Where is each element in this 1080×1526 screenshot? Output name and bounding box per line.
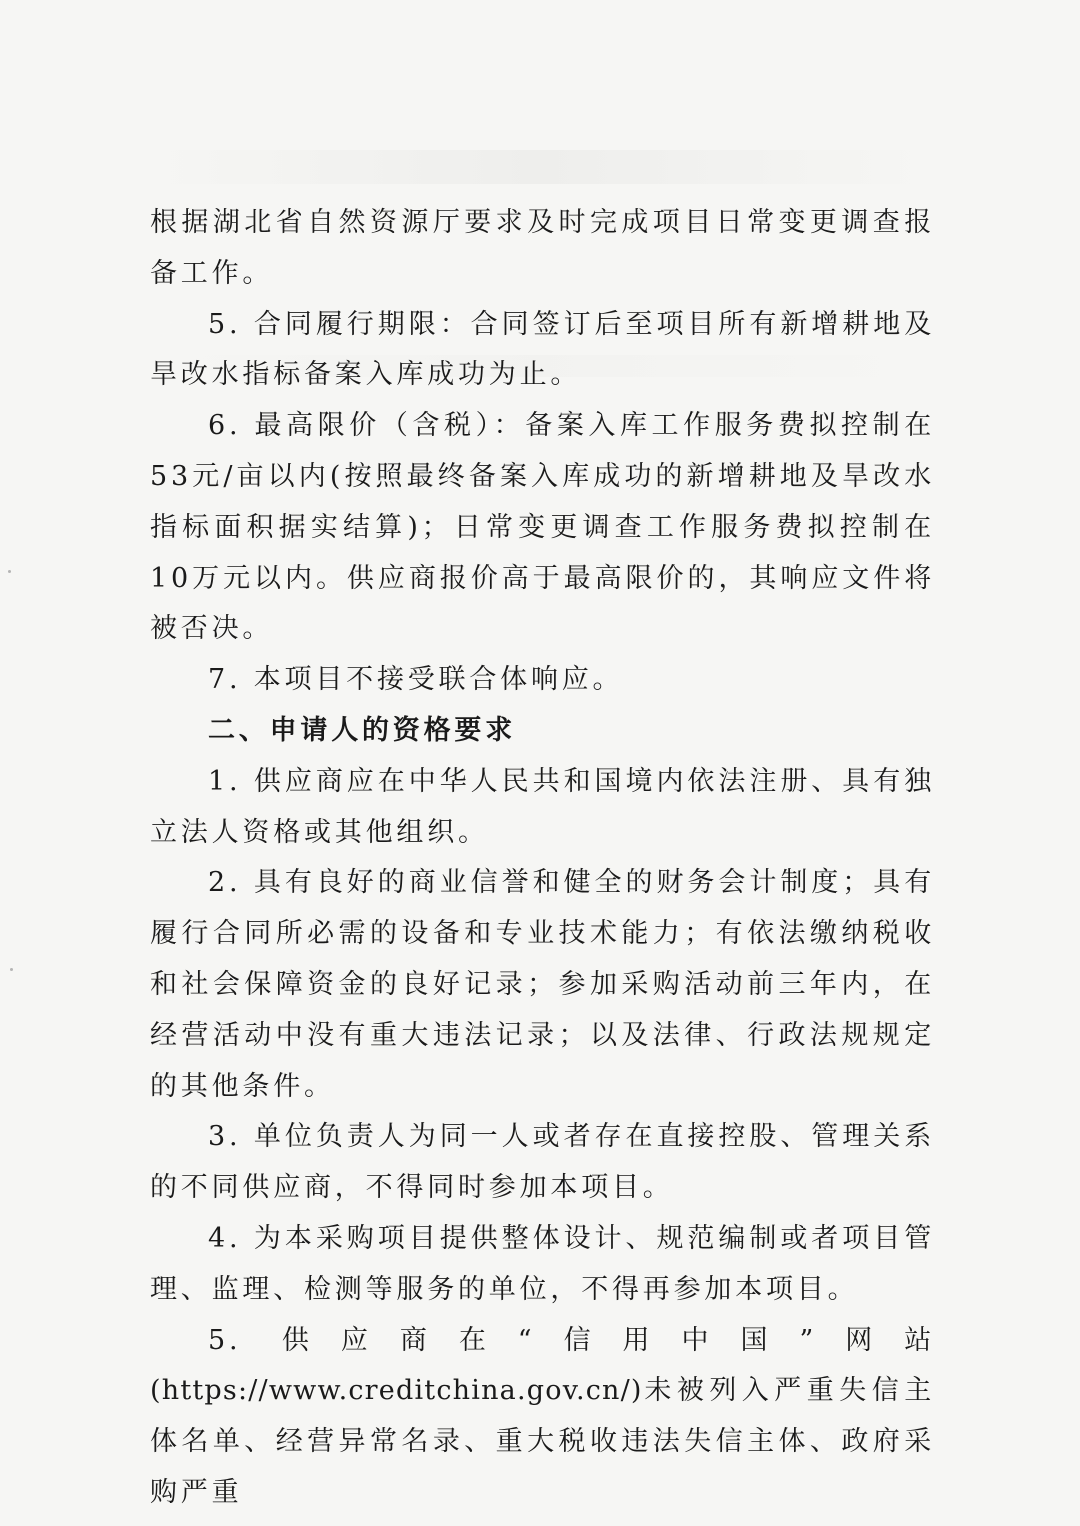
paragraph-qualification-5-body	[150, 1366, 935, 1518]
paragraph-qualification-1: 1. 供应商应在中华人民共和国境内依法注册、具有独立法人资格或其他组织。	[150, 765, 935, 848]
document-body	[150, 198, 935, 1519]
scan-artifact-band	[145, 150, 935, 184]
paragraph-max-price: 6. 最高限价（含税）：备案入库工作服务费拟控制在53元/亩以内(按照最终备案入库成功的新增耕地及旱改水指标面积据实结算)；日常变更调查工作服务费拟控制在10万元以内。供应商报价高于最高限价的，其响应文件将被否决。	[150, 410, 935, 645]
paragraph-no-consortium: 7. 本项目不接受联合体响应。	[208, 664, 624, 696]
paragraph-continuation: 根据湖北省自然资源厅要求及时完成项目日常变更调查报备工作。	[150, 207, 935, 289]
margin-speck	[8, 570, 11, 573]
section-heading-qualifications: 二、申请人的资格要求	[208, 714, 516, 746]
paragraph-qualification-3: 3. 单位负责人为同一人或者存在直接控股、管理关系的不同供应商，不得同时参加本项目。	[150, 1121, 935, 1204]
creditchina-url: (https://www.creditchina.gov.cn/)	[150, 1375, 643, 1407]
paragraph-qualification-2: 2. 具有良好的商业信誉和健全的财务会计制度；具有履行合同所必需的设备和专业技术能力；有依法缴纳税收和社会保障资金的良好记录；参加采购活动前三年内，在经营活动中没有重大违法记录；以及法律、行政法规规定的其他条件。	[150, 867, 935, 1102]
paragraph-qualification-5-lead: 5. 供应商在“信用中国”网站	[208, 1324, 935, 1356]
margin-speck	[10, 968, 13, 971]
paragraph-qualification-4: 4. 为本采购项目提供整体设计、规范编制或者项目管理、监理、检测等服务的单位，不得再参加本项目。	[150, 1222, 935, 1305]
paragraph-contract-term: 5. 合同履行期限：合同签订后至项目所有新增耕地及旱改水指标备案入库成功为止。	[150, 308, 935, 391]
paragraph-qualification-5-text: 未被列入严重失信主体名单、经营异常名录、重大税收违法失信主体、政府采购严重	[150, 1375, 935, 1508]
